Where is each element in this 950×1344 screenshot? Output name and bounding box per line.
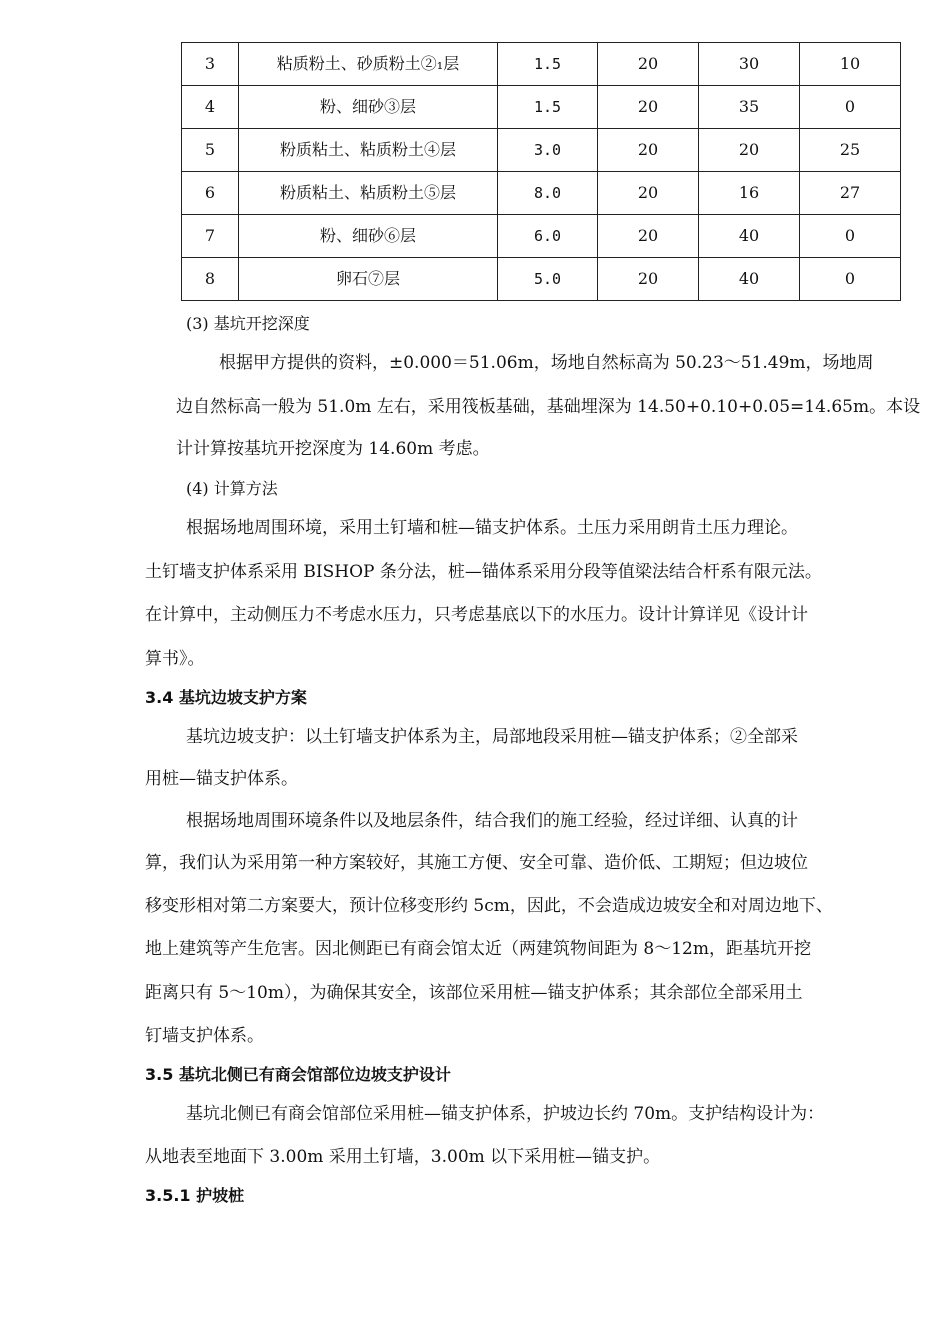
section-4-heading: (4) 计算方法 [186, 479, 278, 498]
cell-soil-name: 粘质粉土、砂质粉土②₁层 [239, 43, 498, 86]
cell-layer-number: 4 [182, 86, 239, 129]
cell-thickness: 5.0 [498, 258, 598, 301]
paragraph-line: 算书》。 [145, 649, 205, 669]
paragraph-line: 边自然标高一般为 51.0m 左右，采用筏板基础，基础埋深为 14.50+0.10+0.05=14.65m。本设 [176, 397, 921, 417]
cell-soil-name: 粉质粘土、粘质粉土⑤层 [239, 172, 498, 215]
paragraph-line: 移变形相对第二方案要大，预计位移变形约 5cm，因此，不会造成边坡安全和对周边地下、 [145, 896, 833, 916]
cell-unit-weight: 20 [598, 215, 699, 258]
table-row [182, 215, 901, 258]
cell-cohesion: 27 [800, 172, 901, 215]
cell-friction-angle: 35 [699, 86, 800, 129]
soil-parameter-table [181, 42, 901, 301]
cell-cohesion: 10 [800, 43, 901, 86]
cell-friction-angle: 20 [699, 129, 800, 172]
cell-cohesion: 0 [800, 215, 901, 258]
cell-friction-angle: 40 [699, 215, 800, 258]
cell-thickness: 6.0 [498, 215, 598, 258]
cell-unit-weight: 20 [598, 43, 699, 86]
cell-layer-number: 7 [182, 215, 239, 258]
paragraph-line: 用桩—锚支护体系。 [145, 769, 298, 789]
cell-soil-name: 粉、细砂③层 [239, 86, 498, 129]
cell-thickness: 8.0 [498, 172, 598, 215]
cell-cohesion: 25 [800, 129, 901, 172]
table-row [182, 129, 901, 172]
paragraph-line: 从地表至地面下 3.00m 采用土钉墙，3.00m 以下采用桩—锚支护。 [145, 1147, 661, 1167]
paragraph-line: 距离只有 5～10m），为确保其安全，该部位采用桩—锚支护体系；其余部位全部采用土 [145, 983, 803, 1003]
paragraph-line: 地上建筑等产生危害。因北侧距已有商会馆太近（两建筑物间距为 8～12m，距基坑开挖 [145, 939, 811, 959]
cell-thickness: 1.5 [498, 43, 598, 86]
cell-unit-weight: 20 [598, 129, 699, 172]
cell-unit-weight: 20 [598, 258, 699, 301]
cell-layer-number: 3 [182, 43, 239, 86]
table-row [182, 258, 901, 301]
cell-cohesion: 0 [800, 258, 901, 301]
heading-3-4: 3.4 基坑边坡支护方案 [145, 688, 307, 707]
heading-3-5-1: 3.5.1 护坡桩 [145, 1186, 245, 1205]
cell-friction-angle: 30 [699, 43, 800, 86]
section-3-heading: (3) 基坑开挖深度 [186, 314, 310, 333]
paragraph-line: 钉墙支护体系。 [145, 1026, 264, 1046]
cell-layer-number: 6 [182, 172, 239, 215]
cell-cohesion: 0 [800, 86, 901, 129]
cell-unit-weight: 20 [598, 172, 699, 215]
cell-layer-number: 8 [182, 258, 239, 301]
paragraph-line: 根据场地周围环境条件以及地层条件，结合我们的施工经验，经过详细、认真的计 [186, 811, 798, 831]
cell-layer-number: 5 [182, 129, 239, 172]
cell-soil-name: 粉、细砂⑥层 [239, 215, 498, 258]
cell-soil-name: 粉质粘土、粘质粉土④层 [239, 129, 498, 172]
heading-3-5: 3.5 基坑北侧已有商会馆部位边坡支护设计 [145, 1065, 451, 1084]
paragraph-line: 在计算中，主动侧压力不考虑水压力，只考虑基底以下的水压力。设计计算详见《设计计 [145, 605, 808, 625]
cell-thickness: 3.0 [498, 129, 598, 172]
paragraph-line: 根据甲方提供的资料，±0.000＝51.06m，场地自然标高为 50.23～51.49m，场地周 [219, 353, 874, 373]
paragraph-line: 根据场地周围环境，采用土钉墙和桩—锚支护体系。土压力采用朗肯土压力理论。 [186, 518, 798, 538]
cell-unit-weight: 20 [598, 86, 699, 129]
cell-soil-name: 卵石⑦层 [239, 258, 498, 301]
cell-friction-angle: 16 [699, 172, 800, 215]
table-row [182, 43, 901, 86]
table-row [182, 172, 901, 215]
table-row [182, 86, 901, 129]
paragraph-line: 基坑北侧已有商会馆部位采用桩—锚支护体系，护坡边长约 70m。支护结构设计为： [186, 1104, 825, 1124]
paragraph-line: 土钉墙支护体系采用 BISHOP 条分法，桩—锚体系采用分段等值梁法结合杆系有限元法。 [145, 562, 822, 582]
paragraph-line: 计计算按基坑开挖深度为 14.60m 考虑。 [176, 439, 490, 459]
cell-friction-angle: 40 [699, 258, 800, 301]
paragraph-line: 算，我们认为采用第一种方案较好，其施工方便、安全可靠、造价低、工期短；但边坡位 [145, 853, 808, 873]
paragraph-line: 基坑边坡支护：以土钉墙支护体系为主，局部地段采用桩—锚支护体系；②全部采 [186, 727, 798, 747]
cell-thickness: 1.5 [498, 86, 598, 129]
